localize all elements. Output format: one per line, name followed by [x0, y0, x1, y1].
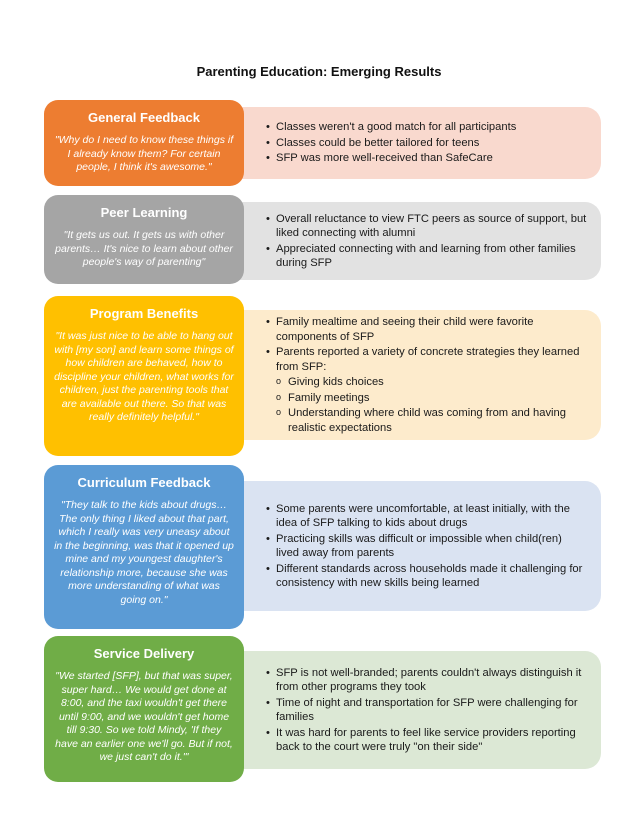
bullet-list: [266, 501, 587, 592]
quote-text: "It was just nice to be able to hang out with [my son] and learn some things of how children are behaved, how to discipline your children, what works for children, just the parenting tools that are available out there. So that was really definitely helpful.": [54, 330, 234, 423]
bullet-text: Different standards across households made it challenging for consistency with new skills being learned: [276, 562, 583, 589]
bullet-text: Practicing skills was difficult or impossible when child(ren) lived away from parents: [276, 532, 562, 559]
quote-box: [44, 636, 244, 782]
bullet-text: Time of night and transportation for SFP were challenging for families: [276, 696, 578, 723]
section-title: General Feedback: [88, 110, 200, 125]
bullet-item: [266, 151, 587, 166]
bullet-item: [266, 726, 587, 755]
bullet-text: It was hard for parents to feel like service providers reporting back to the court were truly "on their side": [276, 726, 576, 753]
bullet-text: SFP was more well-received than SafeCare: [276, 152, 493, 165]
quote-text: "It gets us out. It gets us with other parents… It's nice to learn about other people's way of parenting": [55, 229, 233, 268]
section-title: Curriculum Feedback: [77, 475, 211, 490]
bullet-text: Classes weren't a good match for all participants: [276, 121, 517, 134]
bullet-list: [266, 665, 587, 756]
sub-bullet-item: o Family meetings: [276, 391, 587, 406]
bullet-text: Appreciated connecting with and learning from other families during SFP: [276, 242, 576, 269]
section-general-feedback: [44, 100, 601, 186]
section-curriculum-feedback: [44, 465, 601, 629]
quote-text: "They talk to the kids about drugs… The only thing I liked about that part, which I really was very uneasy about in the beginning, was that it opened up mine and my youngest daughter's relationship more, because she was more understanding of what was going on.": [54, 499, 234, 606]
bullet-item: [266, 242, 587, 271]
quote-box: [44, 296, 244, 456]
bullet-item: [266, 212, 587, 241]
bullet-list: [266, 314, 587, 436]
bullet-text: Family mealtime and seeing their child were favorite components of SFP: [276, 316, 534, 343]
bullet-item: [266, 696, 587, 725]
bullet-item: [266, 345, 587, 435]
bullet-item: [266, 666, 587, 695]
section-service-delivery: [44, 636, 601, 782]
bullet-text: Parents reported a variety of concrete strategies they learned from SFP:: [276, 346, 580, 373]
quote-box: [44, 195, 244, 284]
bullet-item: [266, 136, 587, 151]
bullet-list: [266, 119, 587, 167]
section-program-benefits: [44, 296, 601, 456]
bullet-text: Overall reluctance to view FTC peers as source of support, but liked connecting with alumni: [276, 212, 587, 239]
findings-box: [214, 202, 601, 280]
section-title: Peer Learning: [100, 205, 188, 220]
quote-text: "We started [SFP], but that was super, super hard… We would get done at 8:00, and the taxi wouldn't get there until 9:00, and we wouldn't get home till 9:30. So we told Mindy, 'If they have an earlier one we'll go. But if not, we just can't do it.'": [55, 670, 233, 763]
bullet-text: SFP is not well-branded; parents couldn't always distinguish it from other programs they took: [276, 666, 582, 693]
findings-box: [214, 651, 601, 769]
bullet-item: [266, 502, 587, 531]
bullet-list: [266, 211, 587, 272]
sub-bullet-item: o Giving kids choices: [276, 375, 587, 390]
sub-bullet-item: o Understanding where child was coming from and having realistic expectations: [276, 406, 587, 435]
bullet-text: Some parents were uncomfortable, at least initially, with the idea of SFP talking to kids about drugs: [276, 502, 570, 529]
quote-text: "Why do I need to know these things if I already know them? For certain people, I think it's awesome.": [54, 134, 234, 173]
findings-box: [214, 107, 601, 179]
bullet-item: [266, 562, 587, 591]
section-peer-learning: [44, 195, 601, 284]
section-title: Program Benefits: [89, 306, 199, 321]
bullet-item: [266, 120, 587, 135]
findings-box: [214, 310, 601, 440]
bullet-item: [266, 532, 587, 561]
bullet-text: Classes could be better tailored for teens: [276, 136, 480, 149]
bullet-item: [266, 315, 587, 344]
section-title: Service Delivery: [93, 646, 195, 661]
page-title: Parenting Education: Emerging Results: [196, 64, 442, 79]
quote-box: [44, 100, 244, 186]
findings-box: [214, 481, 601, 611]
sub-bullet-list: [276, 375, 587, 435]
quote-box: [44, 465, 244, 629]
